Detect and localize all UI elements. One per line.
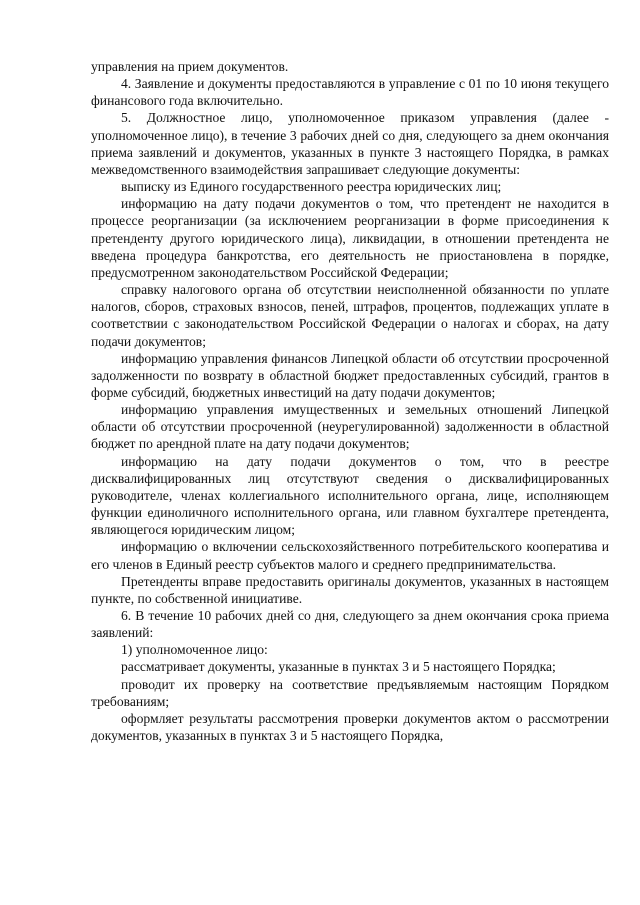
paragraph-reorganization-info: информацию на дату подачи документов о том, что претендент не находится в процессе реорганизации (за исключением реорганизации в форме присоединения к претенденту другого юридического лица), ликвидации, в отношении претендента не введена процедура банкротства, его деятельность не приостановлена в порядке, предусмотренном законодательством Российской Федерации; bbox=[91, 196, 609, 280]
paragraph-item-4: 4. Заявление и документы предоставляются в управление с 01 по 10 июня текущего финансового года включительно. bbox=[91, 76, 609, 109]
paragraph-item-6: 6. В течение 10 рабочих дней со дня, следующего за днем окончания срока приема заявлений: bbox=[91, 608, 609, 641]
paragraph-property-info: информацию управления имущественных и земельных отношений Липецкой области об отсутствии просроченной (неурегулированной) задолженности в областной бюджет по арендной плате на дату подачи документов; bbox=[91, 402, 609, 452]
paragraph-subitem-1: 1) уполномоченное лицо: bbox=[121, 642, 268, 658]
paragraph-reviews-documents: рассматривает документы, указанные в пунктах 3 и 5 настоящего Порядка; bbox=[121, 659, 556, 675]
paragraph-formalizes-act: оформляет результаты рассмотрения проверки документов актом о рассмотрении документов, указанных в пунктах 3 и 5 настоящего Порядка, bbox=[91, 710, 609, 744]
document-body bbox=[91, 58, 609, 744]
paragraph-disqualified-info: информацию на дату подачи документов о том, что в реестре дисквалифицированных лиц отсутствуют сведения о дисквалифицированных руководителе, членах коллегиального исполнительного органа, лице, исполняющем функции единоличного исполнительного органа, или главном бухгалтере претендента, являющегося юридическим лицом; bbox=[91, 453, 609, 538]
paragraph-sme-registry-info: информацию о включении сельскохозяйственного потребительского кооператива и его членов в Единый реестр субъектов малого и среднего предпринимательства. bbox=[91, 539, 609, 572]
paragraph-tax-certificate: справку налогового органа об отсутствии неисполненной обязанности по уплате налогов, сборов, страховых взносов, пеней, штрафов, процентов, подлежащих уплате в соответствии с законодательством Российской Федерации о налогах и сборах, на дату подачи документов; bbox=[91, 282, 609, 349]
paragraph-egrul-extract: выписку из Единого государственного реестра юридических лиц; bbox=[121, 179, 502, 195]
paragraph-originals-note: Претенденты вправе предоставить оригиналы документов, указанных в настоящем пункте, по собственной инициативе. bbox=[91, 573, 609, 606]
paragraph-item-5: 5. Должностное лицо, уполномоченное приказом управления (далее - уполномоченное лицо), в течение 3 рабочих дней со дня, следующего за днем окончания приема заявлений и документов, указанных в пункте 3 настоящего Порядка, в рамках межведомственного взаимодействия запрашивает следующие документы: bbox=[91, 110, 609, 177]
paragraph-checks-compliance: проводит их проверку на соответствие предъявляемым настоящим Порядком требованиям; bbox=[91, 676, 609, 709]
paragraph-finance-info: информацию управления финансов Липецкой области об отсутствии просроченной задолженности по возврату в областной бюджет предоставленных субсидий, грантов в форме субсидий, бюджетных инвестиций на дату подачи документов; bbox=[91, 350, 609, 400]
paragraph-continuation: управления на прием документов. bbox=[91, 59, 289, 74]
